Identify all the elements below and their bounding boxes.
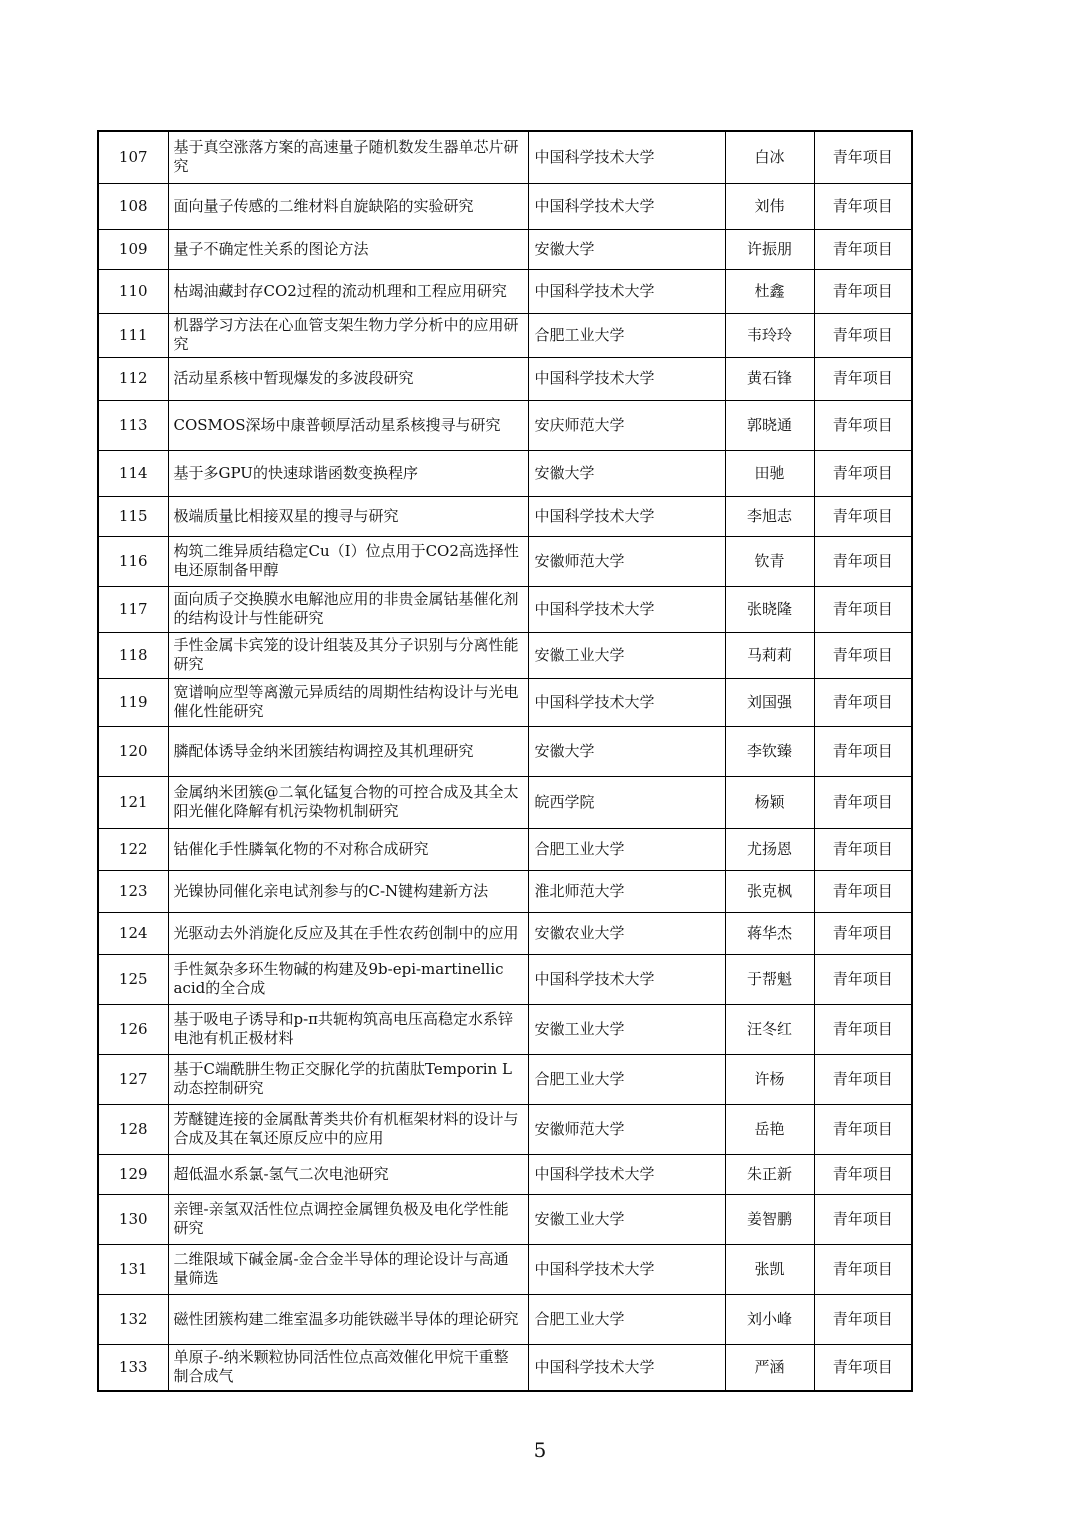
table-row [98, 400, 912, 450]
project-title: 机器学习方法在心血管支架生物力学分析中的应用研究 [168, 313, 528, 357]
table-row [98, 357, 912, 400]
project-title: 枯竭油藏封存CO2过程的流动机理和工程应用研究 [168, 269, 528, 313]
principal-investigator: 汪冬红 [725, 1004, 814, 1054]
principal-investigator: 田驰 [725, 450, 814, 496]
project-title: 光驱动去外消旋化反应及其在手性农药创制中的应用 [168, 912, 528, 954]
principal-investigator: 张克枫 [725, 870, 814, 912]
table-row [98, 229, 912, 269]
project-type: 青年项目 [814, 632, 912, 678]
project-table [97, 130, 913, 1392]
project-title: COSMOS深场中康普顿厚活动星系核搜寻与研究 [168, 400, 528, 450]
project-title: 光镍协同催化亲电试剂参与的C-N键构建新方法 [168, 870, 528, 912]
principal-investigator: 严涵 [725, 1344, 814, 1391]
project-title: 手性氮杂多环生物碱的构建及9b-epi-martinellic acid的全合成 [168, 954, 528, 1004]
project-type: 青年项目 [814, 1344, 912, 1391]
page-number: 5 [533, 1438, 547, 1462]
institution-name: 合肥工业大学 [528, 828, 725, 870]
principal-investigator: 许振朋 [725, 229, 814, 269]
project-title: 磁性团簇构建二维室温多功能铁磁半导体的理论研究 [168, 1294, 528, 1344]
project-table-container [97, 130, 911, 1392]
table-row [98, 912, 912, 954]
institution-name: 中国科学技术大学 [528, 183, 725, 229]
institution-name: 中国科学技术大学 [528, 1344, 725, 1391]
project-type: 青年项目 [814, 1244, 912, 1294]
project-title: 基于真空涨落方案的高速量子随机数发生器单芯片研究 [168, 131, 528, 183]
project-type: 青年项目 [814, 678, 912, 726]
principal-investigator: 杨颖 [725, 776, 814, 828]
principal-investigator: 张凯 [725, 1244, 814, 1294]
project-type: 青年项目 [814, 912, 912, 954]
project-title: 超低温水系氯-氢气二次电池研究 [168, 1154, 528, 1194]
project-number: 119 [98, 678, 168, 726]
project-type: 青年项目 [814, 131, 912, 183]
principal-investigator: 岳艳 [725, 1104, 814, 1154]
project-number: 110 [98, 269, 168, 313]
project-type: 青年项目 [814, 450, 912, 496]
institution-name: 中国科学技术大学 [528, 357, 725, 400]
project-number: 127 [98, 1054, 168, 1104]
project-type: 青年项目 [814, 313, 912, 357]
project-number: 107 [98, 131, 168, 183]
table-row [98, 1154, 912, 1194]
principal-investigator: 李旭志 [725, 496, 814, 536]
principal-investigator: 杜鑫 [725, 269, 814, 313]
principal-investigator: 黄石锋 [725, 357, 814, 400]
project-type: 青年项目 [814, 1294, 912, 1344]
table-row [98, 1054, 912, 1104]
project-table-body [98, 131, 912, 1391]
project-type: 青年项目 [814, 536, 912, 586]
project-type: 青年项目 [814, 1194, 912, 1244]
project-number: 130 [98, 1194, 168, 1244]
principal-investigator: 许杨 [725, 1054, 814, 1104]
project-number: 114 [98, 450, 168, 496]
table-row [98, 1344, 912, 1391]
principal-investigator: 韦玲玲 [725, 313, 814, 357]
project-number: 124 [98, 912, 168, 954]
institution-name: 中国科学技术大学 [528, 586, 725, 632]
principal-investigator: 朱正新 [725, 1154, 814, 1194]
project-title: 面向质子交换膜水电解池应用的非贵金属钴基催化剂的结构设计与性能研究 [168, 586, 528, 632]
project-title: 极端质量比相接双星的搜寻与研究 [168, 496, 528, 536]
table-row [98, 954, 912, 1004]
institution-name: 皖西学院 [528, 776, 725, 828]
project-type: 青年项目 [814, 496, 912, 536]
project-title: 亲锂-亲氢双活性位点调控金属锂负极及电化学性能研究 [168, 1194, 528, 1244]
project-number: 122 [98, 828, 168, 870]
institution-name: 安徽工业大学 [528, 632, 725, 678]
principal-investigator: 刘小峰 [725, 1294, 814, 1344]
project-title: 芳醚键连接的金属酞菁类共价有机框架材料的设计与合成及其在氧还原反应中的应用 [168, 1104, 528, 1154]
table-row [98, 1294, 912, 1344]
institution-name: 合肥工业大学 [528, 313, 725, 357]
project-type: 青年项目 [814, 954, 912, 1004]
table-row [98, 1194, 912, 1244]
project-type: 青年项目 [814, 828, 912, 870]
table-row [98, 1244, 912, 1294]
project-number: 125 [98, 954, 168, 1004]
institution-name: 安徽师范大学 [528, 1104, 725, 1154]
table-row [98, 1004, 912, 1054]
institution-name: 中国科学技术大学 [528, 1244, 725, 1294]
institution-name: 安徽工业大学 [528, 1004, 725, 1054]
institution-name: 中国科学技术大学 [528, 131, 725, 183]
project-title: 膦配体诱导金纳米团簇结构调控及其机理研究 [168, 726, 528, 776]
project-type: 青年项目 [814, 229, 912, 269]
project-type: 青年项目 [814, 726, 912, 776]
principal-investigator: 郭晓通 [725, 400, 814, 450]
project-number: 109 [98, 229, 168, 269]
project-type: 青年项目 [814, 586, 912, 632]
institution-name: 安徽师范大学 [528, 536, 725, 586]
project-number: 116 [98, 536, 168, 586]
table-row [98, 586, 912, 632]
table-row [98, 183, 912, 229]
institution-name: 安徽农业大学 [528, 912, 725, 954]
institution-name: 中国科学技术大学 [528, 1154, 725, 1194]
project-number: 121 [98, 776, 168, 828]
project-title: 量子不确定性关系的图论方法 [168, 229, 528, 269]
project-title: 构筑二维异质结稳定Cu（I）位点用于CO2高选择性电还原制备甲醇 [168, 536, 528, 586]
institution-name: 安徽工业大学 [528, 1194, 725, 1244]
principal-investigator: 姜智鹏 [725, 1194, 814, 1244]
project-number: 120 [98, 726, 168, 776]
project-number: 133 [98, 1344, 168, 1391]
principal-investigator: 尤扬恩 [725, 828, 814, 870]
principal-investigator: 钦青 [725, 536, 814, 586]
project-title: 基于多GPU的快速球谐函数变换程序 [168, 450, 528, 496]
project-title: 手性金属卡宾笼的设计组装及其分子识别与分离性能研究 [168, 632, 528, 678]
principal-investigator: 马莉莉 [725, 632, 814, 678]
project-type: 青年项目 [814, 400, 912, 450]
project-number: 128 [98, 1104, 168, 1154]
principal-investigator: 刘国强 [725, 678, 814, 726]
table-row [98, 536, 912, 586]
principal-investigator: 白冰 [725, 131, 814, 183]
project-type: 青年项目 [814, 357, 912, 400]
table-row [98, 269, 912, 313]
project-number: 117 [98, 586, 168, 632]
project-type: 青年项目 [814, 870, 912, 912]
institution-name: 中国科学技术大学 [528, 496, 725, 536]
project-number: 118 [98, 632, 168, 678]
project-title: 宽谱响应型等离激元异质结的周期性结构设计与光电催化性能研究 [168, 678, 528, 726]
project-type: 青年项目 [814, 1004, 912, 1054]
project-title: 基于C端酰肼生物正交脲化学的抗菌肽Temporin L动态控制研究 [168, 1054, 528, 1104]
project-number: 113 [98, 400, 168, 450]
project-number: 112 [98, 357, 168, 400]
table-row [98, 450, 912, 496]
project-number: 123 [98, 870, 168, 912]
institution-name: 安徽大学 [528, 450, 725, 496]
principal-investigator: 张晓隆 [725, 586, 814, 632]
project-title: 面向量子传感的二维材料自旋缺陷的实验研究 [168, 183, 528, 229]
table-row [98, 828, 912, 870]
table-row [98, 678, 912, 726]
institution-name: 安庆师范大学 [528, 400, 725, 450]
project-number: 126 [98, 1004, 168, 1054]
project-title: 活动星系核中暂现爆发的多波段研究 [168, 357, 528, 400]
project-title: 基于吸电子诱导和p-π共轭构筑高电压高稳定水系锌电池有机正极材料 [168, 1004, 528, 1054]
project-type: 青年项目 [814, 776, 912, 828]
table-row [98, 131, 912, 183]
table-row [98, 726, 912, 776]
project-type: 青年项目 [814, 269, 912, 313]
table-row [98, 1104, 912, 1154]
institution-name: 安徽大学 [528, 229, 725, 269]
institution-name: 合肥工业大学 [528, 1054, 725, 1104]
institution-name: 淮北师范大学 [528, 870, 725, 912]
project-number: 111 [98, 313, 168, 357]
project-title: 二维限域下碱金属-金合金半导体的理论设计与高通量筛选 [168, 1244, 528, 1294]
project-number: 131 [98, 1244, 168, 1294]
project-number: 108 [98, 183, 168, 229]
project-title: 单原子-纳米颗粒协同活性位点高效催化甲烷干重整制合成气 [168, 1344, 528, 1391]
institution-name: 中国科学技术大学 [528, 269, 725, 313]
principal-investigator: 蒋华杰 [725, 912, 814, 954]
project-type: 青年项目 [814, 183, 912, 229]
project-number: 115 [98, 496, 168, 536]
institution-name: 中国科学技术大学 [528, 678, 725, 726]
table-row [98, 632, 912, 678]
table-row [98, 313, 912, 357]
project-number: 129 [98, 1154, 168, 1194]
project-type: 青年项目 [814, 1154, 912, 1194]
project-title: 钴催化手性膦氧化物的不对称合成研究 [168, 828, 528, 870]
table-row [98, 870, 912, 912]
table-row [98, 496, 912, 536]
principal-investigator: 于帮魁 [725, 954, 814, 1004]
project-type: 青年项目 [814, 1104, 912, 1154]
institution-name: 中国科学技术大学 [528, 954, 725, 1004]
project-title: 金属纳米团簇@二氧化锰复合物的可控合成及其全太阳光催化降解有机污染物机制研究 [168, 776, 528, 828]
principal-investigator: 刘伟 [725, 183, 814, 229]
institution-name: 安徽大学 [528, 726, 725, 776]
project-type: 青年项目 [814, 1054, 912, 1104]
table-row [98, 776, 912, 828]
principal-investigator: 李钦臻 [725, 726, 814, 776]
institution-name: 合肥工业大学 [528, 1294, 725, 1344]
project-number: 132 [98, 1294, 168, 1344]
